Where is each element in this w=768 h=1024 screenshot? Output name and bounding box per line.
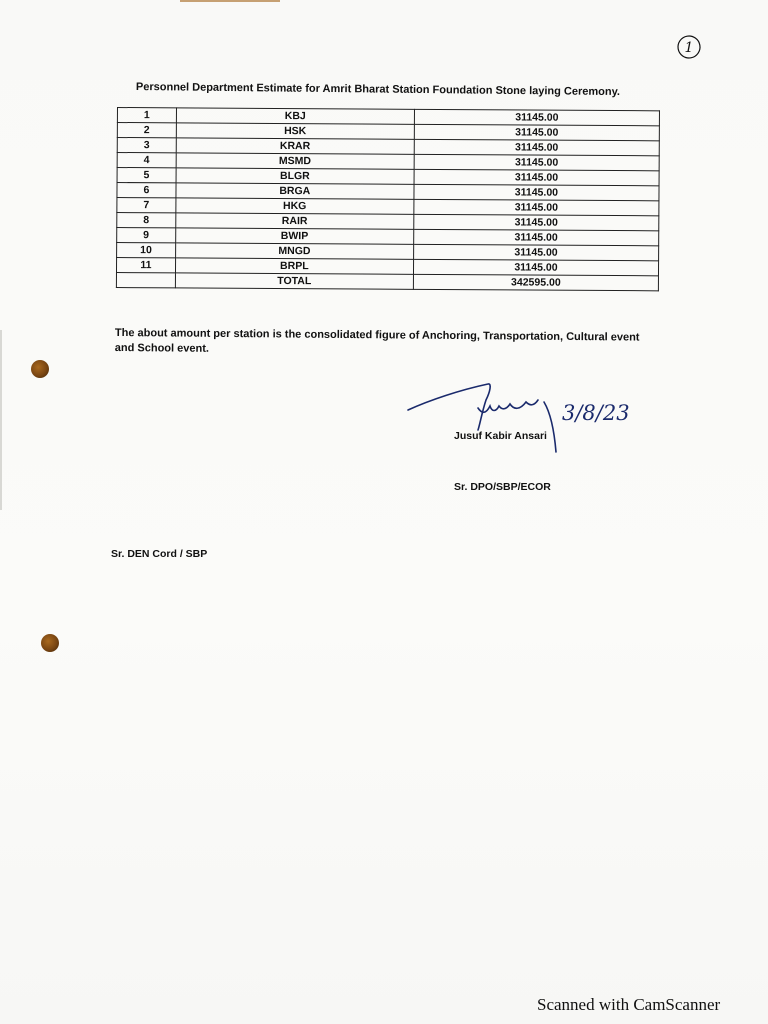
station-cell: HKG	[176, 198, 414, 214]
total-row	[116, 272, 658, 290]
signatory-designation: Sr. DPO/SBP/ECOR	[454, 481, 551, 493]
note-text: The about amount per station is the consolidated figure of Anchoring, Transportation, Cultural event and School event.	[114, 326, 640, 355]
total-label: TOTAL	[175, 273, 413, 289]
amount-cell: 31145.00	[414, 169, 659, 185]
top-edge-mark	[180, 0, 280, 2]
station-cell: BRPL	[175, 258, 413, 274]
total-serial-cell	[116, 272, 175, 287]
station-cell: HSK	[176, 123, 414, 139]
total-amount: 342595.00	[413, 274, 658, 290]
station-cell: KBJ	[176, 108, 414, 124]
serial-cell: 6	[117, 183, 176, 198]
signatory-name: Jusuf Kabir Ansari	[454, 430, 547, 442]
serial-cell: 10	[117, 243, 176, 258]
serial-cell: 4	[117, 153, 176, 168]
amount-cell: 31145.00	[414, 214, 659, 230]
serial-cell: 8	[117, 213, 176, 228]
amount-cell: 31145.00	[414, 154, 659, 170]
page-number: 1	[684, 40, 694, 56]
amount-cell: 31145.00	[414, 124, 659, 140]
amount-cell: 31145.00	[414, 229, 659, 245]
amount-cell: 31145.00	[414, 184, 659, 200]
station-cell: BRGA	[176, 183, 414, 199]
serial-cell: 5	[117, 168, 176, 183]
amount-cell: 31145.00	[414, 139, 659, 155]
document-title: Personnel Department Estimate for Amrit Bharat Station Foundation Stone laying Ceremony.	[135, 81, 621, 99]
serial-cell: 7	[117, 198, 176, 213]
serial-cell: 3	[117, 138, 176, 153]
station-cell: MNGD	[175, 243, 413, 259]
handwritten-signature	[400, 372, 670, 462]
serial-cell: 2	[117, 123, 176, 138]
serial-cell: 1	[117, 108, 176, 123]
page-number-circle	[672, 30, 706, 64]
addressee: Sr. DEN Cord / SBP	[111, 548, 208, 560]
serial-cell: 9	[117, 228, 176, 243]
serial-cell: 11	[116, 258, 175, 273]
signature-date: 3/8/23	[562, 401, 630, 425]
station-cell: BLGR	[176, 168, 414, 184]
amount-cell: 31145.00	[414, 109, 659, 125]
punch-hole	[31, 360, 49, 378]
amount-cell: 31145.00	[414, 199, 659, 215]
station-cell: RAIR	[176, 213, 414, 229]
camscanner-watermark: Scanned with CamScanner	[537, 995, 721, 1014]
station-cell: KRAR	[176, 138, 414, 154]
amount-cell: 31145.00	[413, 244, 658, 260]
estimate-table	[116, 107, 660, 291]
left-edge-shadow	[0, 330, 2, 510]
punch-hole	[41, 634, 59, 652]
station-cell: MSMD	[176, 153, 414, 169]
amount-cell: 31145.00	[413, 259, 658, 275]
station-cell: BWIP	[175, 228, 413, 244]
